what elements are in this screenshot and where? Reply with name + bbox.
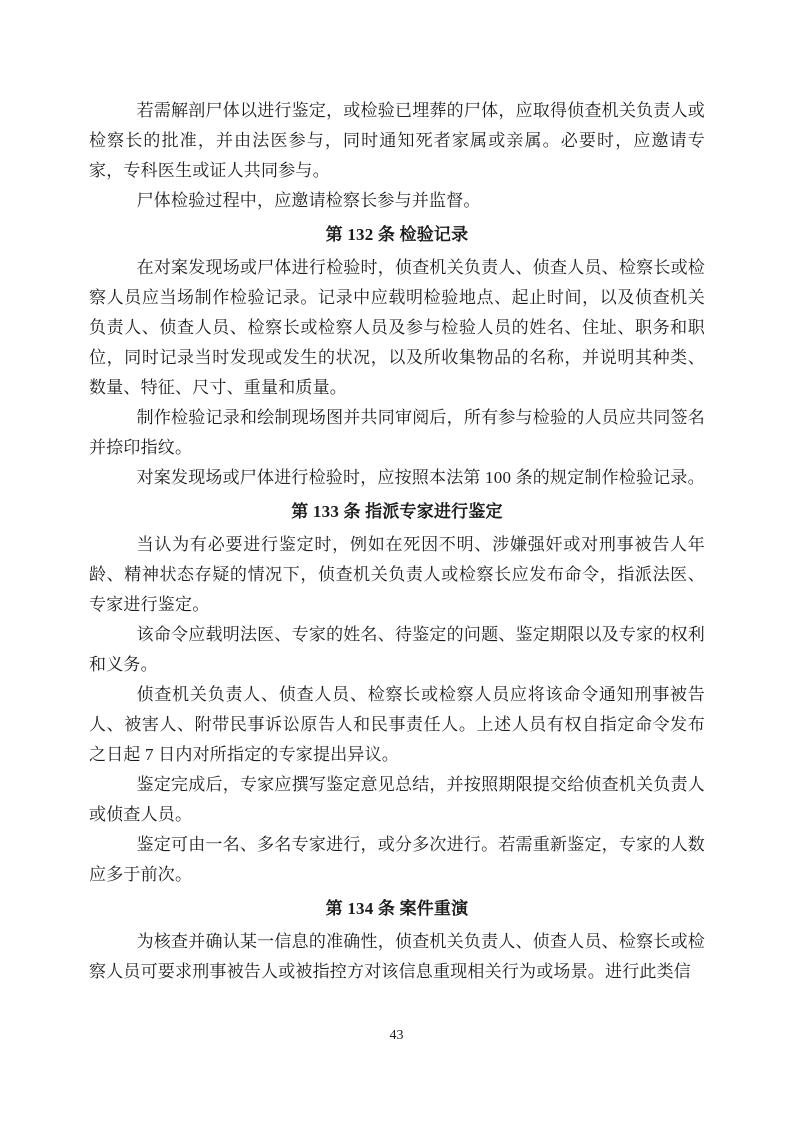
article-heading-132: 第 132 条 检验记录	[325, 225, 469, 244]
paragraph: 制作检验记录和绘制现场图并共同审阅后，所有参与检验的人员应共同签名并捺印指纹。	[89, 408, 705, 457]
paragraph: 鉴定完成后，专家应撰写鉴定意见总结，并按照期限提交给侦查机关负责人或侦查人员。	[89, 775, 705, 824]
paragraph: 在对案发现场或尸体进行检验时，侦查机关负责人、侦查人员、检察长或检察人员应当场制作检验记录。记录中应载明检验地点、起止时间，以及侦查机关负责人、侦查人员、检察长或检察人员及参与检验人员的姓名、住址、职务和职位，同时记录当时发现或发生的状况，以及所收集物品的名称，并说明其种类、数量、特征、尺寸、重量和质量。	[89, 258, 705, 397]
paragraph: 侦查机关负责人、侦查人员、检察长或检察人员应将该命令通知刑事被告人、被害人、附带民事诉讼原告人和民事责任人。上述人员有权自指定命令发布之日起 7 日内对所指定的专家提出异议。	[89, 685, 705, 764]
article-heading-133: 第 133 条 指派专家进行鉴定	[291, 502, 503, 521]
article-heading-134: 第 134 条 案件重演	[325, 899, 469, 918]
paragraph: 该命令应载明法医、专家的姓名、待鉴定的问题、鉴定期限以及专家的权利和义务。	[89, 625, 705, 674]
paragraph: 若需解剖尸体以进行鉴定，或检验已埋葬的尸体，应取得侦查机关负责人或检察长的批准，并由法医参与，同时通知死者家属或亲属。必要时，应邀请专家，专科医生或证人共同参与。	[89, 101, 705, 180]
paragraph: 鉴定可由一名、多名专家进行，或分多次进行。若需重新鉴定，专家的人数应多于前次。	[89, 835, 705, 884]
paragraph: 对案发现场或尸体进行检验时，应按照本法第 100 条的规定制作检验记录。	[136, 468, 705, 487]
paragraph: 当认为有必要进行鉴定时，例如在死因不明、涉嫌强奸或对刑事被告人年龄、精神状态存疑的情况下，侦查机关负责人或检察长应发布命令，指派法医、专家进行鉴定。	[89, 535, 705, 614]
paragraph: 尸体检验过程中，应邀请检察长参与并监督。	[136, 191, 481, 210]
paragraph: 为核查并确认某一信息的准确性，侦查机关负责人、侦查人员、检察长或检察人员可要求刑事被告人或被指控方对该信息重现相关行为或场景。进行此类信	[89, 932, 705, 981]
page-number: 43	[389, 1028, 404, 1043]
page-body-text	[89, 96, 705, 987]
